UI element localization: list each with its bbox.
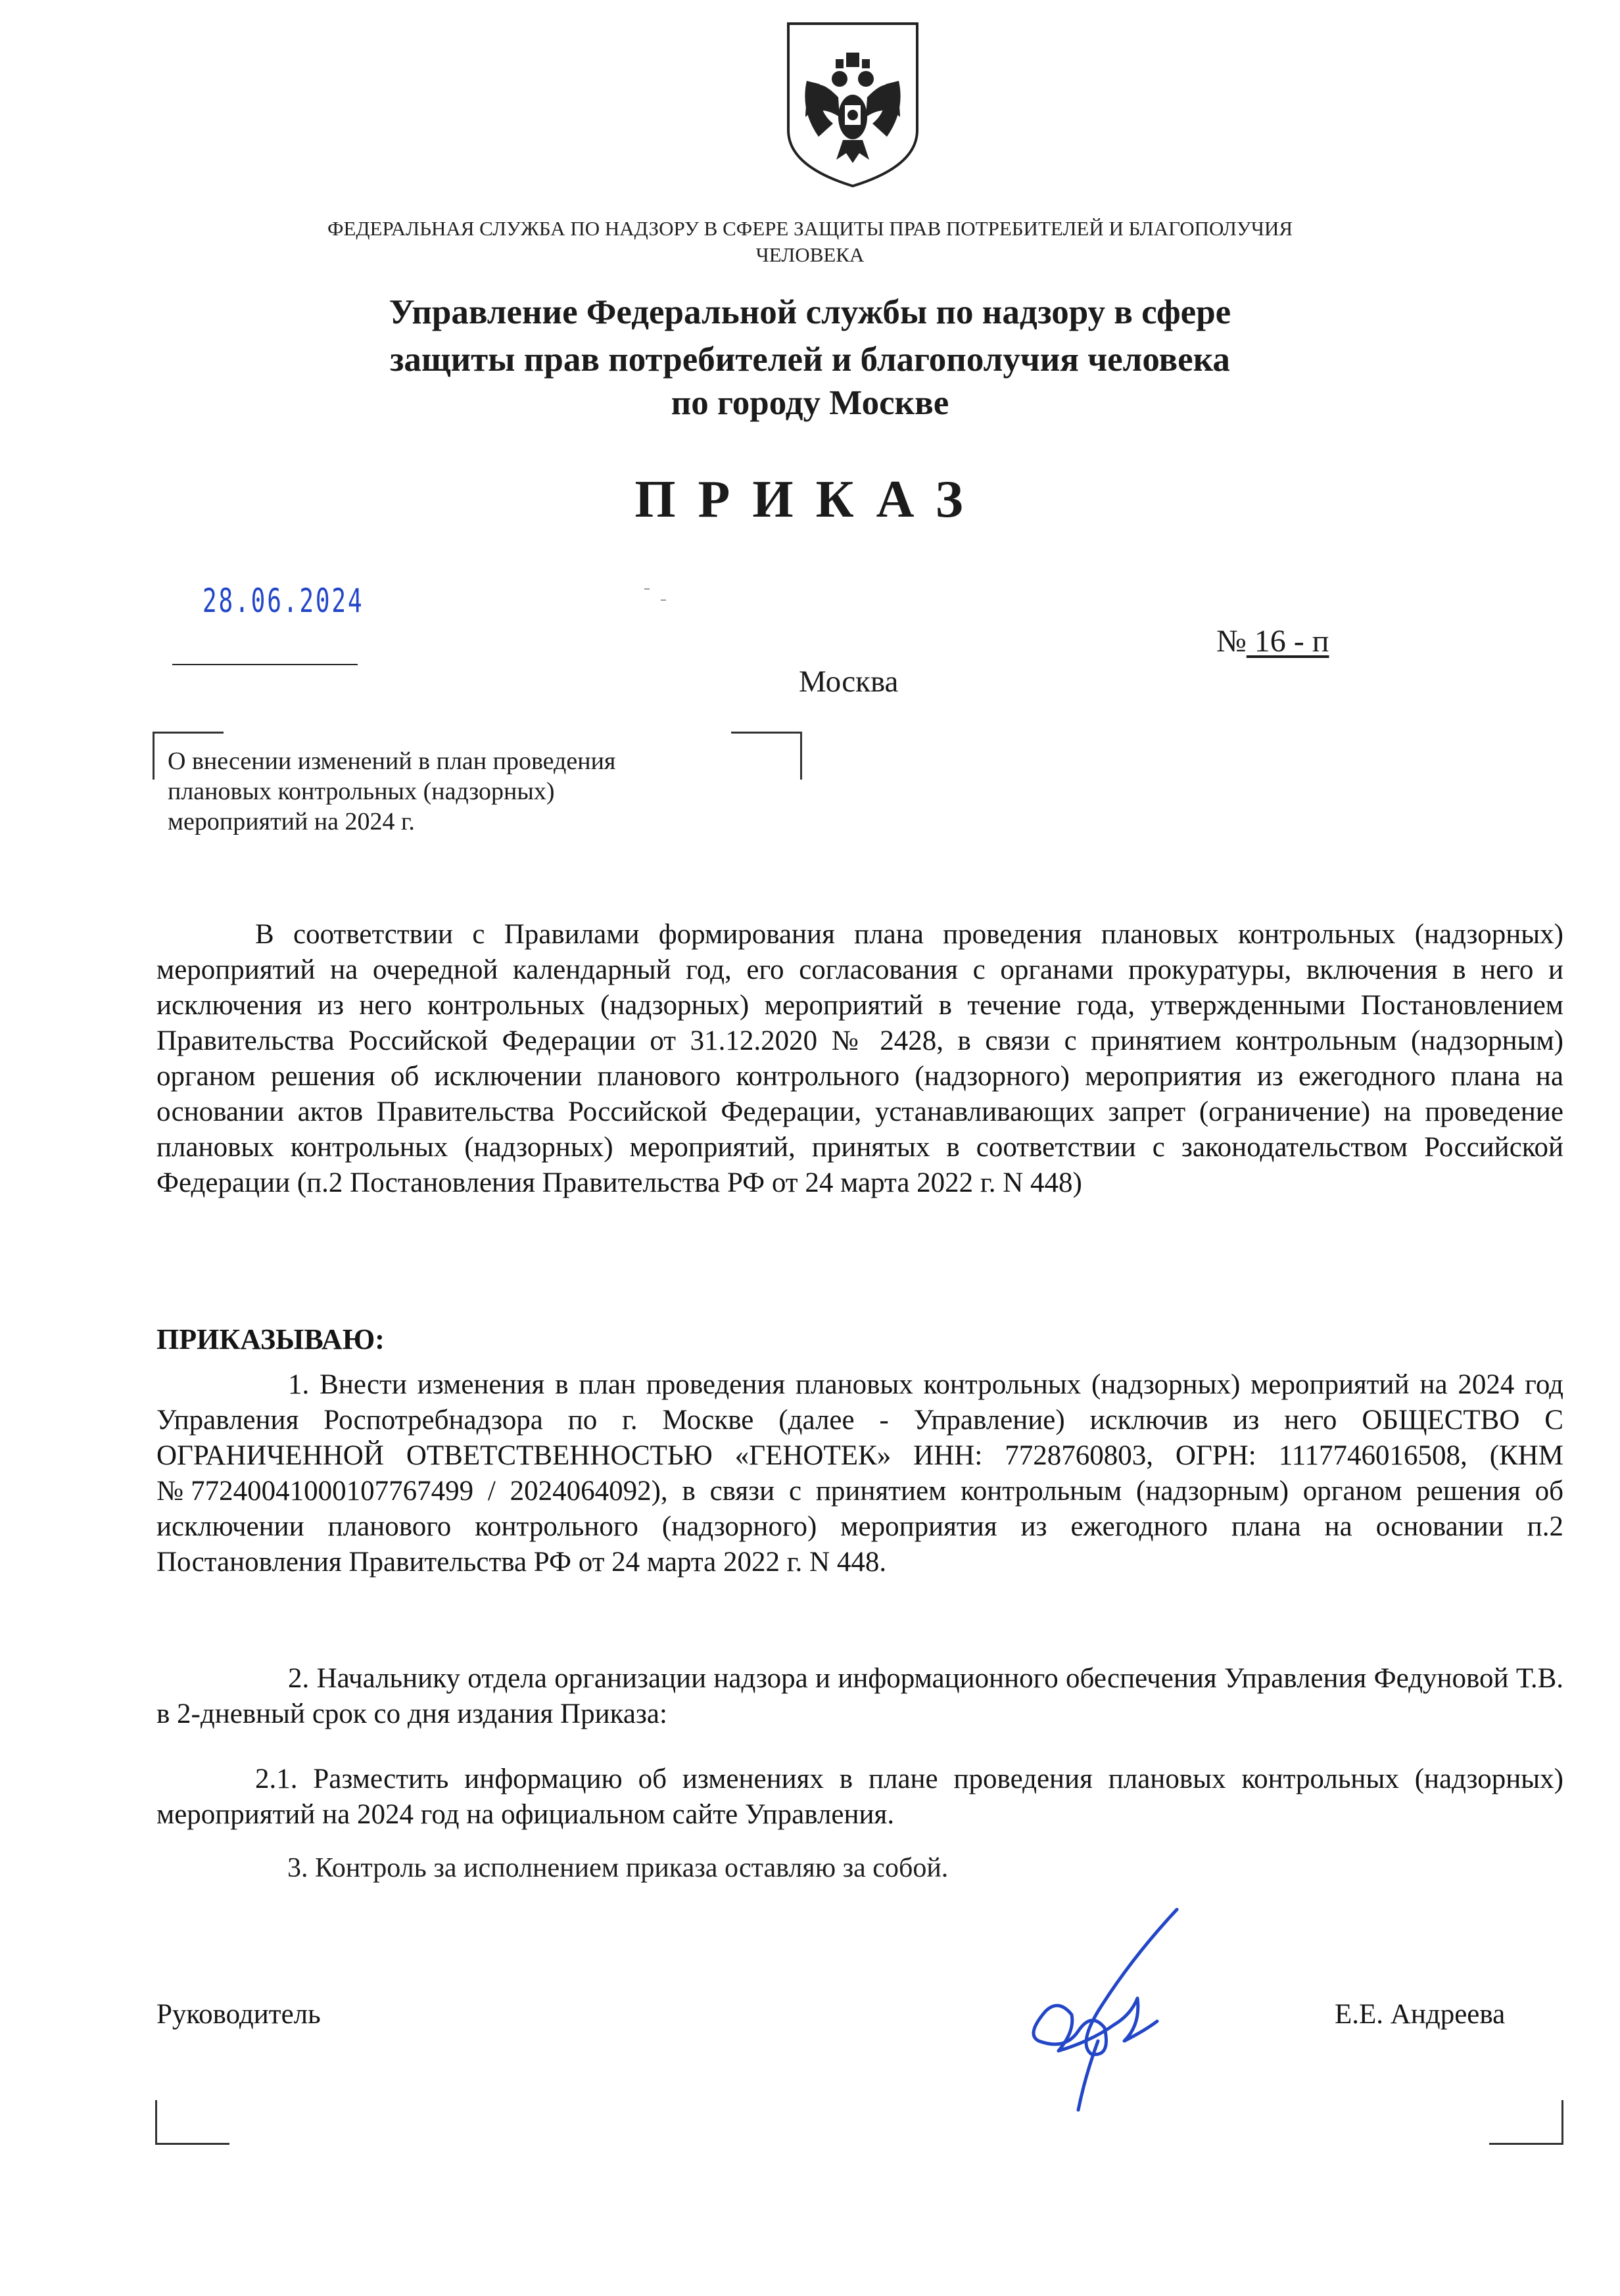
city-name: Москва <box>799 665 899 699</box>
order-subject-line3: мероприятий на 2024 г. <box>168 808 415 835</box>
date-stamp: 28.06.2024 <box>202 582 364 620</box>
signer-position: Руководитель <box>156 1999 321 2030</box>
agency-name-line2: ЧЕЛОВЕКА <box>755 243 865 266</box>
scan-speck <box>661 599 666 601</box>
date-underline <box>172 664 358 665</box>
administration-name-line2: защиты прав потребителей и благополучия человека <box>390 340 1230 379</box>
scan-speck <box>644 588 650 590</box>
administration-name-line1: Управление Федеральной службы по надзору в сфере <box>389 293 1231 331</box>
signer-name: Е.Е. Андреева <box>1335 1999 1506 2030</box>
russian-coat-of-arms-icon <box>780 18 925 189</box>
order-item-2-1: 2.1. Разместить информацию об изменениях в плане проведения плановых контрольных (надзорных) мероприятий на 2024 год на официальном сайте Управления. <box>156 1764 1563 1830</box>
order-item-1: 1. Внести изменения в план проведения плановых контрольных (надзорных) мероприятий на 2024 год Управления Роспотребнадзора по г. Москве (далее - Управление) исключив из него ОБЩЕСТВО С ОГРАНИЧЕННОЙ ОТВЕТСТВЕННОСТЬЮ «ГЕНОТЕК» ИНН: 7728760803, ОГРН: 1117746016508, (КНМ №77240041000107767499 / 2024064092), в связи с принятием контрольным (надзорным) органом решения об исключении планового контрольного (надзорного) мероприятия из ежегодного плана на основании п.2 Постановления Правительства РФ от 24 марта 2022 г. N 448. <box>156 1369 1563 1578</box>
order-number-prefix: № <box>1216 624 1247 659</box>
order-subject <box>168 746 759 837</box>
order-subject-line1: О внесении изменений в план проведения <box>168 747 616 775</box>
corner-bracket-bottom-right <box>1489 2100 1563 2145</box>
handwritten-signature-icon <box>999 1900 1197 2117</box>
order-number <box>1216 623 1329 659</box>
document-title: ПРИКАЗ <box>634 471 986 528</box>
corner-bracket-bottom-left <box>155 2100 229 2145</box>
order-subject-line2: плановых контрольных (надзорных) <box>168 778 555 805</box>
order-item-3: 3. Контроль за исполнением приказа оставляю за собой. <box>287 1853 949 1883</box>
agency-name-line1: ФЕДЕРАЛЬНАЯ СЛУЖБА ПО НАДЗОРУ В СФЕРЕ ЗАЩИТЫ ПРАВ ПОТРЕБИТЕЛЕЙ И БЛАГОПОЛУЧИЯ <box>327 217 1293 240</box>
order-number-value: 16 - п <box>1246 624 1329 659</box>
directive-heading: ПРИКАЗЫВАЮ: <box>156 1323 385 1355</box>
order-item-2: 2. Начальнику отдела организации надзора и информационного обеспечения Управления Федуновой Т.В. в 2-дневный срок со дня издания Приказа: <box>156 1663 1563 1729</box>
preamble-paragraph: В соответствии с Правилами формирования плана проведения плановых контрольных (надзорных) мероприятий на очередной календарный год, его согласования с органами прокуратуры, включения в него и исключения из него контрольных (надзорных) мероприятий в течение года, утвержденными Постановлением Правительства Российской Федерации от 31.12.2020 № 2428, в связи с принятием контрольным (надзорным) органом решения об исключении планового контрольного (надзорного) мероприятия из ежегодного плана на основании актов Правительства Российской Федерации, устанавливающих запрет (ограничение) на проведение плановых контрольных (надзорных) мероприятий, принятых в соответствии с законодательством Российской Федерации (п.2 Постановления Правительства РФ от 24 марта 2022 г. N 448) <box>156 919 1563 1198</box>
administration-name-line3: по городу Москве <box>671 384 949 422</box>
